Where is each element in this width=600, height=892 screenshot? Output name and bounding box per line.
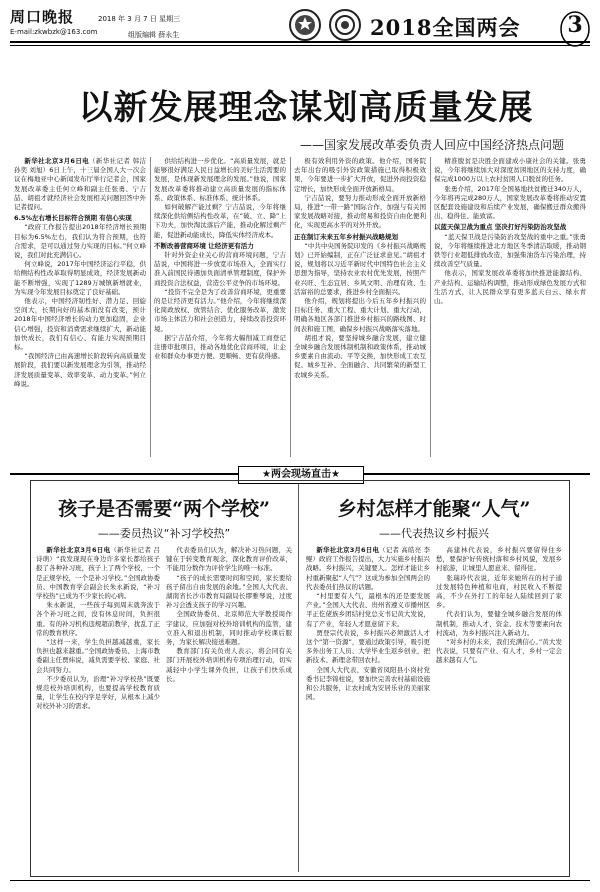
main-subhead: ——国家发展改革委负责人回应中国经济热点问题 (300, 138, 565, 152)
section-title: 2018全国两会 (370, 15, 521, 40)
right-story-subhead: ——代表热议乡村振兴 (379, 527, 489, 540)
main-column-2 (154, 157, 286, 457)
article-paragraph: 高建林代表说，乡村振兴要留得住乡愁，要保护好传统村落和乡村风貌，发展乡村旅游，让城里人愿意来、留得住。 (436, 546, 562, 573)
article-paragraph: 胡祖才说，要坚持城乡融合发展，建立健全城乡融合发展体制机制和政策体系，推动城乡要素自由流动、平等交换，加快形成工农互促、城乡互补、全面融合、共同繁荣的新型工农城乡关系。 (294, 333, 426, 379)
dateline: 新华社北京3月6日电 (316, 546, 380, 554)
article-subheading: 6.5%左右增长目标符合预期 有信心实现 (14, 214, 132, 223)
issue-date: 2018 年 3 月 7 日 星期三 (98, 15, 181, 23)
article-paragraph (36, 546, 160, 601)
left-story-subhead: ——委员热议“补习学校热” (97, 527, 231, 540)
article-paragraph: 如何破解产能过剩？宁吉喆说，今年将继续深化供给侧结构性改革，在“破、立、降”上下功夫，加快淘汰落后产能，推动化解过剩产能，促进新动能成长，降低实体经济成本。 (154, 203, 286, 239)
page-number: 3 (567, 12, 583, 38)
article-paragraph (306, 546, 430, 592)
article-paragraph (14, 157, 146, 212)
article-paragraph: “这样一来，学生负担越减越重，家长负担也越来越重。”全国政协委员、上海市教委副主任贾炜说，减负需要学校、家庭、社会共同努力。 (36, 638, 160, 674)
layout-editor: 组版编辑 薛永生 (128, 31, 180, 39)
dateline: 新华社北京3月6日电 (46, 546, 111, 554)
email-address: E-mail:zkwbzk@163.com (10, 28, 98, 36)
main-column-1 (14, 157, 146, 457)
band-label: ★两会现场直击★ (238, 466, 364, 484)
column-divider (430, 157, 431, 457)
article-paragraph: 全国政协委员、北京师范大学教授周作宇建议，应加强对校外培训机构的监管，建立准入和退出机制，同时推动学校课后服务，为家长解决接送难题。 (166, 610, 292, 647)
article-paragraph: 他介绍，规划将提出今后五年乡村振兴的目标任务、重大工程、重大计划、重大行动，明确各地区各部门推进乡村振兴的路线图、时间表和施工图，确保乡村振兴战略落实落地。 (294, 297, 426, 333)
article-paragraph: “投资不完全是为了改善营商环境，更重要的是让经济更有活力。”他介绍，今年将继续深化简政放权、放管结合、优化服务改革，激发市场主体活力和社会创造力，持续改善投资环境。 (154, 287, 286, 333)
article-paragraph: 他表示，中国经济韧性好、潜力足、回旋空间大，长期向好的基本面没有改变，预计2018年中国经济增长的动力更加稳固，企业信心增强，投资和消费需求继续扩大，新动能加快成长，我们有信心、有能力实现预期目标。 (14, 297, 146, 352)
article-paragraph: “我国经济已由高速增长阶段转向高质量发展阶段，我们要以新发展理念为引领，推动经济发展质量变革、效率变革、动力变革。”何立峰说。 (14, 352, 146, 388)
masthead-rule (10, 41, 590, 43)
article-subheading: 不断改善营商环境 让经济更有活力 (154, 241, 254, 250)
article-paragraph: 他表示，国家发展改革委将加快推进能源结构、产业结构、运输结构调整，推动形成绿色发展方式和生活方式，让人民群众享有更多蓝天白云、绿水青山。 (434, 269, 586, 306)
article-subheading: 正在制订未来五年乡村振兴战略规划 (294, 232, 398, 241)
article-paragraph: “对乡村的未来，我们充满信心。”黄大发代表说，只要有产业、有人才，乡村一定会越来越有人气。 (436, 638, 562, 665)
article-paragraph: 贾登宗代表说，乡村振兴必须激活人才这个“第一资源”，要通过政策引导，吸引更多外出务工人员、大学毕业生返乡创业，把新技术、新理念带回农村。 (306, 628, 430, 665)
bottom-rule (10, 880, 590, 881)
article-paragraph: 代表委员们认为，解决补习热问题，关键在于转变教育观念，深化教育评价改革，不能用分数作为评价学生的唯一标准。 (166, 546, 292, 573)
article-text: （新华社记者 吕诗萌）“我发现现在身边许多家长都给孩子报了各种补习班，孩子上了两个学校，一个是正规学校，一个是补习学校。”全国政协委员、中国教育学会副会长朱永新说，“补习学校热”已成为不少家长的心病。 (36, 546, 160, 601)
article-paragraph: 朱永新说，一些孩子每到周末就奔波于各个补习班之间，没有休息时间，负担很重。有的补习机构违规超前教学，扰乱了正常的教育秩序。 (36, 601, 160, 637)
article-paragraph: 不少委员认为，治理“补习学校热”既要规范校外培训机构，也要提高学校教育质量，让学生在校内学足学好，从根本上减少对校外补习的需求。 (36, 674, 160, 711)
masthead (10, 6, 590, 58)
article-paragraph: 针对外资企业关心的营商环境问题，宁吉喆说，中国将进一步放宽市场准入，全面实行准入前国民待遇加负面清单管理制度，保护外商投资合法权益，营造公平竞争的市场环境。 (154, 251, 286, 287)
left-story-column-2 (166, 546, 292, 868)
main-column-3 (294, 157, 426, 457)
article-paragraph: 据宁吉喆介绍，今年将大幅削减工商登记注册审批项目，推动各地优化营商环境，让企业和群众办事更方便、更顺畅、更有获得感。 (154, 333, 286, 361)
newspaper-logo: 周口晚报 (10, 8, 75, 26)
article-paragraph: 供给结构进一步优化。“高质量发展，就是能够很好满足人民日益增长的美好生活需要的发展，是体现新发展理念的发展。”他说，国家发展改革委将推动建立高质量发展的指标体系、政策体系、标准体系、统计体系。 (154, 157, 286, 202)
dateline: 新华社北京3月6日电 (24, 157, 90, 165)
left-story-column-1 (36, 546, 160, 868)
article-text: （记者 高皓亮 李鲲）政府工作报告提出，大力实施乡村振兴战略。乡村振兴，关键要人。怎样才能让乡村重新聚起“人气”？这成为参加全国两会的代表委员们热议的话题。 (306, 546, 430, 591)
story-divider (298, 484, 299, 872)
article-paragraph: 精准脱贫是决胜全面建成小康社会的关键。张勇说，今年将继续加大对深度贫困地区的支持力度，确保完成1000万以上农村贫困人口脱贫的任务。 (434, 157, 586, 184)
main-headline: 以新发展理念谋划高质量发展 (78, 88, 534, 128)
national-emblem-icon (288, 8, 322, 42)
article-paragraph: 全国人大代表、安徽省凤阳县小岗村党委书记李锦柱说，要加快完善农村基础设施和公共服务，让农村成为安居乐业的美丽家园。 (306, 665, 430, 702)
right-story-headline: 乡村怎样才能聚“人气” (337, 498, 531, 520)
main-column-4 (434, 157, 586, 457)
column-divider (290, 157, 291, 457)
article-paragraph: 宁吉喆说，要努力推动形成全面开放新格局，推进“一带一路”国际合作，加强与有关国家发展战略对接，推动贸易和投资自由化便利化，实现更高水平的对外开放。 (294, 193, 426, 230)
article-paragraph: 张瑞玲代表说，近年来她所在的村子通过发展特色种植和电商，村民收入不断提高，不少在外打工的年轻人陆续回到了家乡。 (436, 573, 562, 610)
article-paragraph: 代表们认为，要健全城乡融合发展的体制机制，推动人才、资金、技术等要素向农村流动，为乡村振兴注入新动力。 (436, 610, 562, 637)
right-story-column-2 (436, 546, 562, 868)
article-paragraph: “蓝天保卫战是污染防治攻坚战的重中之重。”张勇说，今年将继续推进北方地区冬季清洁取暖，推动钢铁等行业超低排放改造，加强柴油货车污染治理，持续改善空气质量。 (434, 232, 586, 269)
article-paragraph: 张勇介绍，2017年全国易地扶贫搬迁340万人，今年将再完成280万人，国家发展改革委将推动安置区配套设施建设和后续产业发展，确保搬迁群众搬得出、稳得住、能致富。 (434, 184, 586, 221)
article-paragraph: “中共中央国务院印发的《乡村振兴战略规划》已开始编制，正在广泛征求意见。”胡祖才说，规划将以习近平新时代中国特色社会主义思想为指导，坚持农业农村优先发展，按照产业兴旺、生态宜居、乡风文明、治理有效、生活富裕的总要求，推进乡村全面振兴。 (294, 241, 426, 296)
article-text: （新华社记者 韩洁 孙奕 刘旭）6日上午，十三届全国人大一次会议在梅地亚中心新闻发布厅举行记者会，国家发展改革委主任何立峰和副主任张勇、宁吉喆、胡祖才就经济社会发展相关问题回答中外记者提问。 (14, 157, 146, 212)
article-paragraph: 教育部门有关负责人表示，将会同有关部门开展校外培训机构专项治理行动，切实减轻中小学生课外负担，让孩子们快乐成长。 (166, 647, 292, 683)
cppcc-emblem-icon (328, 8, 362, 42)
masthead-rule-thin (10, 45, 590, 46)
right-story-column-1 (306, 546, 430, 868)
article-paragraph: “村里要有人气，最根本的还是要发展产业。”全国人大代表、贵州省遵义市播州区平正仡佬族乡团结村党总支书记黄大发说，有了产业，年轻人才愿意留下来。 (306, 592, 430, 628)
article-paragraph: 极有效利用外资的政策。他介绍，国务院去年出台的吸引外资政策措施已取得积极效果，今年要进一步扩大开放，促进外商投资稳定增长，加快形成全面开放新格局。 (294, 157, 426, 193)
article-subheading: 以蓝天保卫战为重点 坚决打好污染防治攻坚战 (434, 223, 567, 232)
column-divider (150, 157, 151, 457)
article-paragraph: “孩子的成长需要时间和空间，家长要给孩子留出自由发展的余地。”全国人大代表、湖南省长沙市教育局副局长缪雅琴说，过度补习会透支孩子的学习兴趣。 (166, 573, 292, 610)
article-paragraph: “政府工作报告提出2018年经济增长预期目标为6.5%左右，我们认为符合预期，也符合需求，是可以通过努力实现的目标。”何立峰说，我们对此充满信心。 (14, 223, 146, 260)
article-paragraph: 何立峰说，2017年中国经济运行平稳，供给侧结构性改革取得明显成效，经济发展新动能不断增强，实现了1289万城镇新增就业，为实现今年发展目标奠定了良好基础。 (14, 260, 146, 296)
left-story-headline: 孩子是否需要“两个学校” (58, 498, 270, 520)
